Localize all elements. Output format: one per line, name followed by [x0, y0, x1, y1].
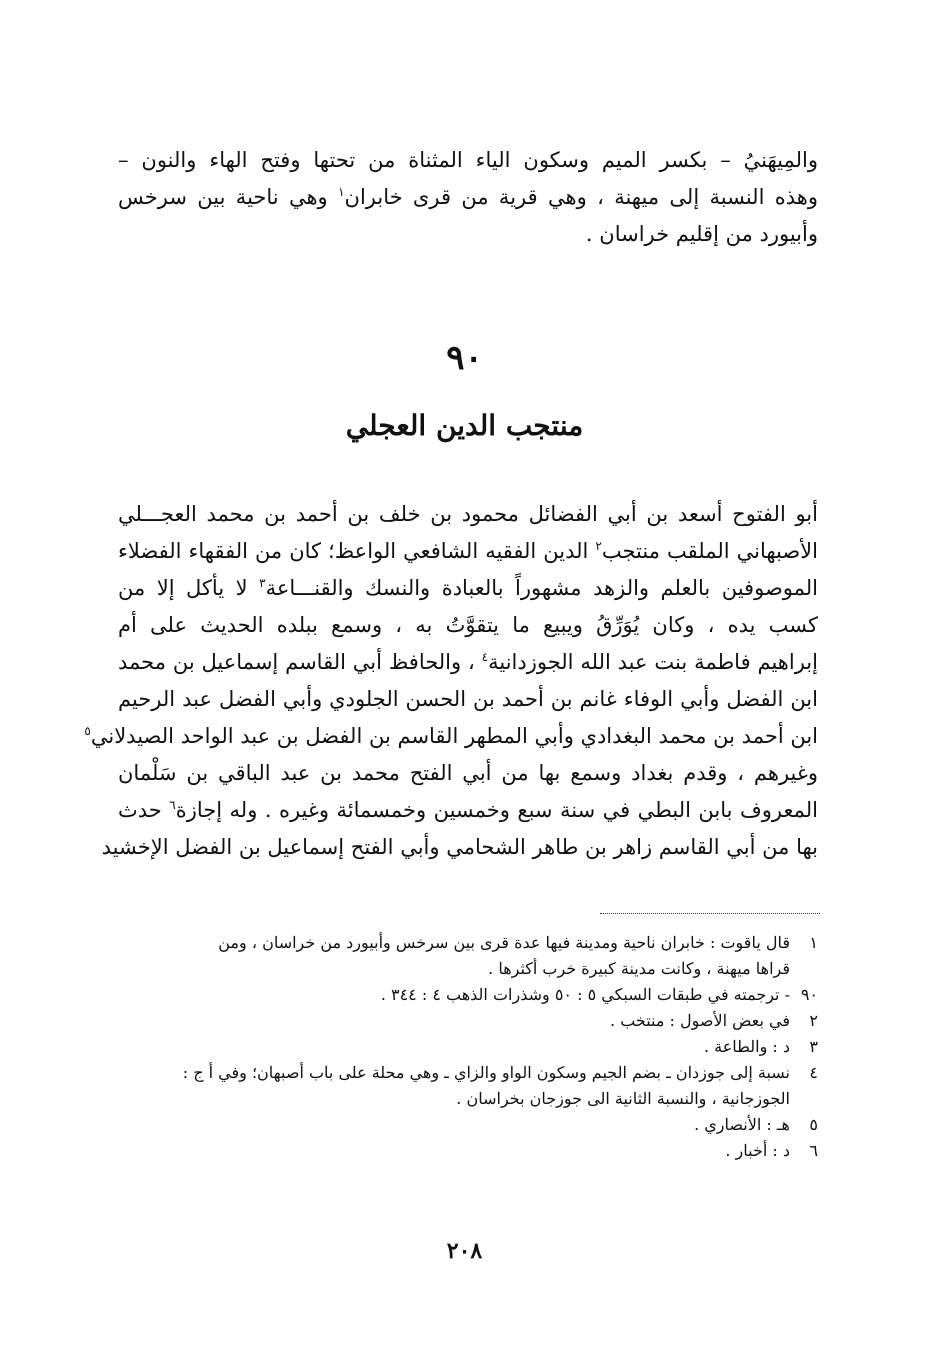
- entry-title: منتجب الدين العجلي: [345, 409, 584, 442]
- footnote-text: قال ياقوت : خابران ناحية ومدينة فيها عدة قرى بين سرخس وأبيورد من خراسان ، ومن: [218, 933, 790, 952]
- intro-line-1: والمِيهَنيُ – بكسر الميم وسكون الياء المثناة من تحتها وفتح الهاء والنون –: [118, 148, 818, 172]
- footnote-text: د : والطاعة .: [703, 1037, 790, 1056]
- footnote-2: [118, 1008, 818, 1034]
- body-line-2-text-b: الدين الفقيه الشافعي الواعظ؛ كان من الفقهاء الفضلاء: [118, 539, 589, 563]
- footnote-separator: [600, 913, 820, 914]
- footnote-ref-6: ٦: [169, 798, 176, 812]
- body-line-5: [118, 644, 818, 681]
- body-line-7-text-a: ابن أحمد بن محمد البغدادي وأبي المطهر القاسم بن الفضل بن عبد الواحد الصيدلاني: [90, 724, 818, 748]
- footnote-ref-4: ٤: [481, 650, 489, 664]
- body-line-3: [118, 570, 818, 607]
- footnotes: [118, 930, 818, 1164]
- footnote-number: ٥: [809, 1115, 818, 1134]
- footnote-ref-3: ٣: [259, 576, 266, 590]
- footnote-text: في بعض الأصول : منتخب .: [610, 1011, 790, 1030]
- page-number: ٢٠٨: [446, 1238, 483, 1264]
- footnote-3: [118, 1034, 818, 1060]
- footnote-number: ٩٠: [800, 985, 818, 1004]
- intro-line-2: [118, 179, 818, 216]
- body-line-9-text-b: حدث: [118, 798, 162, 822]
- intro-line-2-text-a: وهذه النسبة إلى ميهنة ، وهي قرية من قرى خابران: [344, 185, 819, 209]
- intro-paragraph: [118, 142, 818, 253]
- footnote-4: [118, 1060, 818, 1112]
- body-line-1: أبو الفتوح أسعد بن أبي الفضائل محمود بن خلف بن أحمد بن محمد العجـــلي: [118, 502, 818, 526]
- footnote-number: ٦: [809, 1141, 818, 1160]
- entry-number: ٩٠: [446, 338, 483, 378]
- footnote-5: [118, 1112, 818, 1138]
- body-line-7: [84, 718, 818, 755]
- body-line-3-text-b: لا يأكل إلا من: [118, 576, 248, 600]
- body-line-2-text-a: الأصبهاني الملقب منتجب: [601, 539, 818, 563]
- footnote-ref-2: ٢: [595, 539, 602, 553]
- footnote-entry-90: [118, 982, 818, 1008]
- body-line-9-text-a: المعروف بابن البطي في سنة سبع وخمسين وخمسمائة وغيره . وله إجازة: [175, 798, 818, 822]
- body-line-2: [118, 533, 818, 570]
- footnote-1: [118, 930, 818, 982]
- body-line-8: وغيرهم ، وقدم بغداد وسمع بها من أبي الفتح محمد بن عبد الباقي بن سَلْمان: [118, 761, 818, 785]
- footnote-text: د : أخبار .: [725, 1141, 790, 1160]
- footnote-text: قراها ميهنة ، وكانت مدينة كبيرة خرب أكثرها .: [488, 959, 790, 978]
- body-line-10: بها من أبي القاسم زاهر بن طاهر الشحامي وأبي الفتح إسماعيل بن الفضل الإخشيد: [101, 835, 818, 859]
- footnote-number: ٣: [809, 1037, 818, 1056]
- footnote-text: نسبة إلى جوزدان ـ بضم الجيم وسكون الواو والزاي ـ وهي محلة على باب أصبهان؛ وفي أ ج :: [182, 1063, 790, 1082]
- body-line-3-text-a: الموصوفين بالعلم والزهد مشهوراً بالعبادة والنسك والقنـــاعة: [265, 576, 819, 600]
- biography-paragraph: [84, 496, 819, 866]
- footnote-text: هـ : الأنصاري .: [694, 1115, 790, 1134]
- footnote-number: ١: [809, 933, 818, 952]
- footnote-text: الجوزجانية ، والنسبة الثانية الى جوزجان بخراسان .: [456, 1089, 790, 1108]
- intro-line-2-text-b: وهي ناحية بين سرخس: [118, 185, 328, 209]
- footnote-ref-5: ٥: [84, 724, 91, 738]
- body-line-4: كسب يده ، وكان يُوَرِّقُ ويبيع ما يتقوَّتُ به ، وسمع ببلده الحديث على أم: [118, 613, 818, 637]
- footnote-ref-1: ١: [338, 185, 345, 199]
- footnote-6: [118, 1138, 818, 1164]
- footnote-text: - ترجمته في طبقات السبكي ٥ : ٥٠ وشذرات الذهب ٤ : ٣٤٤ .: [380, 985, 790, 1004]
- footnote-number: ٤: [809, 1063, 818, 1082]
- body-line-5-text-b: ، والحافظ أبي القاسم إسماعيل بن محمد: [118, 650, 475, 674]
- body-line-5-text-a: إبراهيم فاطمة بنت عبد الله الجوزدانية: [488, 650, 818, 674]
- body-line-6: ابن الفضل وأبي الوفاء غانم بن أحمد بن الحسن الجلودي وأبي الفضل عبد الرحيم: [118, 687, 818, 711]
- footnote-number: ٢: [809, 1011, 818, 1030]
- body-line-9: [118, 792, 818, 829]
- intro-line-3: وأبيورد من إقليم خراسان .: [585, 222, 818, 246]
